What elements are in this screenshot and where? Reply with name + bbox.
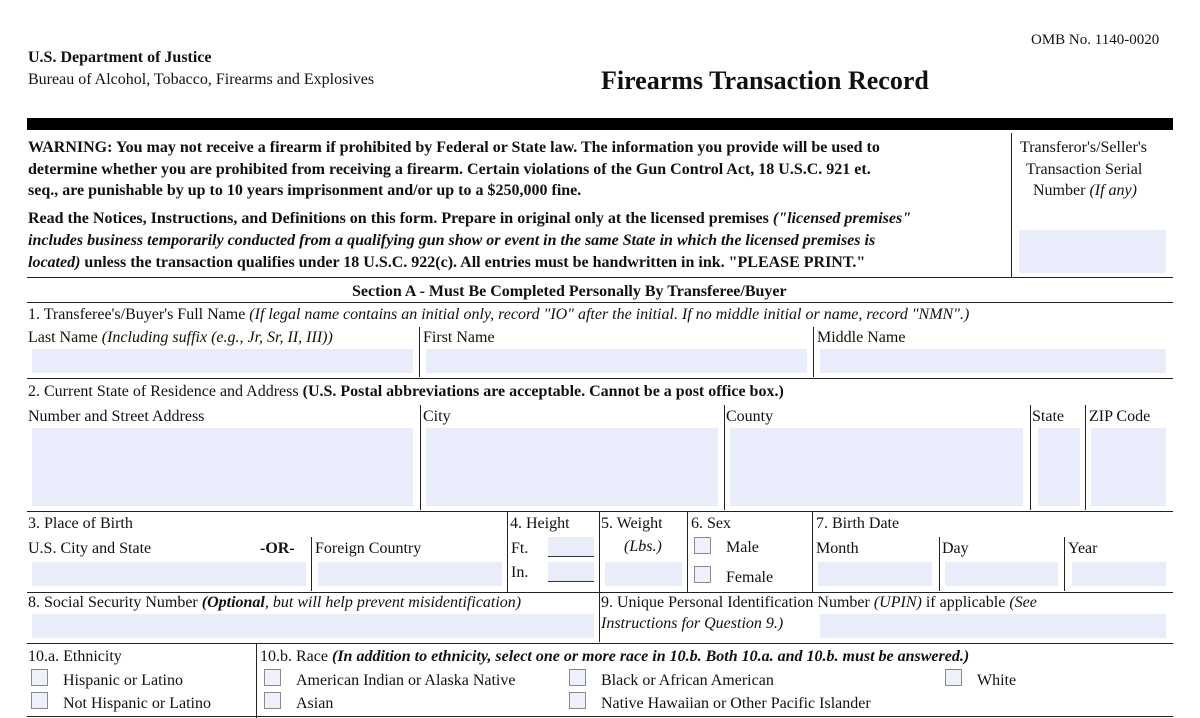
q1-label [28, 305, 969, 325]
q10b-title: 10.b. Race [260, 648, 332, 665]
q8-q9-bottom-rule [27, 643, 1173, 644]
q8-note: , but will help prevent misidentification) [264, 594, 522, 611]
height-inches-field[interactable] [548, 562, 594, 581]
birth-year-field[interactable] [1072, 562, 1166, 586]
q1-bottom-rule [27, 378, 1173, 379]
q2-street-label: Number and Street Address [28, 408, 205, 425]
race-american-indian-label: American Indian or Alaska Native [296, 672, 516, 689]
q1-middle-name-label: Middle Name [817, 329, 906, 346]
q5-label: 5. Weight [601, 515, 663, 532]
q1-first-name-label: First Name [423, 329, 495, 346]
birth-us-city-state-field[interactable] [32, 562, 306, 586]
warning-line-1: WARNING: You may not receive a firearm if prohibited by Federal or State law. The information you provide will be used to [28, 139, 880, 156]
q5-divider [599, 512, 600, 592]
q9-see: (See [1009, 594, 1037, 611]
sex-female-checkbox[interactable] [694, 566, 711, 583]
height-inches-underline [548, 581, 594, 582]
q2-zip-label: ZIP Code [1089, 408, 1151, 425]
ethnicity-not-hispanic-label: Not Hispanic or Latino [63, 695, 211, 712]
section-a-top-rule [27, 277, 1173, 278]
q2-note: (U.S. Postal abbreviations are acceptable. Cannot be a post office box.) [302, 383, 784, 400]
serial-label-2: Transaction Serial [1026, 161, 1143, 178]
ethnicity-hispanic-label: Hispanic or Latino [63, 672, 183, 689]
q1-last-name-text: Last Name [28, 329, 102, 346]
q7-divider-year [1064, 537, 1065, 591]
read-notice-line-3 [28, 253, 865, 273]
q3-foreign-label: Foreign Country [315, 540, 422, 557]
q3-or-label: -OR- [260, 540, 295, 557]
bureau-name: Bureau of Alcohol, Tobacco, Firearms and Explosives [28, 71, 375, 88]
q2-state-label: State [1032, 408, 1064, 425]
q2-title: 2. Current State of Residence and Address [28, 383, 303, 400]
serial-number-field[interactable] [1019, 230, 1166, 273]
q2-divider-1 [420, 405, 421, 510]
q1-divider-1 [419, 327, 420, 377]
omb-number: OMB No. 1140-0020 [1031, 32, 1160, 48]
q2-label [28, 382, 784, 402]
q4-divider [507, 512, 508, 592]
serial-label-3 [1033, 181, 1137, 201]
q10a-label: 10.a. Ethnicity [28, 648, 122, 665]
read-notice-rest: unless the transaction qualifies under 18 U.S.C. 922(c). All entries must be handwritten in ink. "PLEASE PRINT." [80, 254, 866, 271]
q10b-note: (In addition to ethnicity, select one or more race in 10.b. Both 10.a. and 10.b. must be answered.) [331, 648, 970, 665]
q1-divider-2 [813, 327, 814, 377]
q8-label [28, 593, 521, 613]
q1-last-name-label [28, 328, 333, 348]
q2-county-label: County [726, 408, 774, 425]
race-white-checkbox[interactable] [945, 669, 962, 686]
warning-line-2: determine whether you are prohibited from receiving a firearm. Certain violations of the Gun Control Act, 18 U.S.C. 921 et. [28, 161, 871, 178]
q9-label-line-2: Instructions for Question 9.) [601, 615, 784, 632]
sex-male-label: Male [726, 539, 759, 556]
race-asian-checkbox[interactable] [264, 692, 281, 709]
department-name: U.S. Department of Justice [28, 49, 212, 66]
q3-label: 3. Place of Birth [28, 515, 133, 532]
q10-bottom-rule [27, 716, 1173, 717]
race-black-label: Black or African American [601, 672, 774, 689]
section-a-title: Section A - Must Be Completed Personally By Transferee/Buyer [352, 283, 787, 300]
race-white-label: White [977, 672, 1017, 689]
q7-divider [812, 512, 813, 592]
serial-label-ifany: (If any) [1089, 182, 1137, 199]
race-hawaiian-checkbox[interactable] [569, 692, 586, 709]
sex-female-label: Female [726, 569, 774, 586]
middle-name-field[interactable] [820, 349, 1166, 373]
birth-month-field[interactable] [818, 562, 932, 586]
form-title: Firearms Transaction Record [601, 66, 929, 95]
q3-us-label: U.S. City and State [28, 540, 152, 557]
upin-field[interactable] [820, 614, 1166, 638]
zip-code-field[interactable] [1091, 428, 1166, 506]
race-black-checkbox[interactable] [569, 669, 586, 686]
street-address-field[interactable] [32, 428, 413, 506]
q2-city-label: City [423, 408, 451, 425]
q7-year-label: Year [1068, 540, 1098, 557]
race-american-indian-checkbox[interactable] [264, 669, 281, 686]
section-a-bottom-rule [27, 302, 1173, 303]
read-notice-line-2: includes business temporarily conducted from a qualifying gun show or event in the same State in which the licensed premises is [28, 232, 876, 249]
read-notice-line-1 [28, 209, 911, 229]
q10b-divider [256, 644, 257, 718]
q9-upin: (UPIN) [873, 594, 922, 611]
q3-divider [311, 537, 312, 591]
q1-title: 1. Transferee's/Buyer's Full Name [28, 306, 250, 323]
q10b-label [260, 647, 969, 667]
q1-note: (If legal name contains an initial only, record "IO" after the initial. If no middle initial or name, record "NMN".) [249, 306, 970, 323]
sex-male-checkbox[interactable] [694, 537, 711, 554]
state-field[interactable] [1038, 428, 1080, 506]
q1-last-name-hint: (Including suffix (e.g., Jr, Sr, II, III)) [101, 329, 333, 346]
q4-ft-label: Ft. [511, 540, 529, 557]
first-name-field[interactable] [426, 349, 807, 373]
city-field[interactable] [426, 428, 718, 506]
last-name-field[interactable] [32, 349, 413, 373]
q4-in-label: In. [511, 564, 529, 581]
birth-day-field[interactable] [945, 562, 1058, 586]
q4-label: 4. Height [510, 515, 570, 532]
ssn-field[interactable] [32, 614, 594, 638]
q2-divider-3 [1030, 405, 1031, 510]
header-rule [27, 118, 1173, 130]
read-notice-text: Read the Notices, Instructions, and Definitions on this form. Prepare in original only at the licensed premises [28, 210, 773, 227]
q7-month-label: Month [816, 540, 859, 557]
q2-bottom-rule [27, 511, 1173, 512]
q5-unit-label: (Lbs.) [624, 538, 662, 555]
q9-divider [599, 593, 600, 642]
race-asian-label: Asian [296, 695, 334, 712]
q9-title: 9. Unique Personal Identification Number [601, 594, 874, 611]
q9-mid: if applicable [921, 594, 1010, 611]
q8-title: 8. Social Security Number [28, 594, 202, 611]
county-field[interactable] [730, 428, 1023, 506]
q8-optional: (Optional [201, 594, 265, 611]
q9-label [601, 593, 1037, 613]
q7-divider-day [939, 537, 940, 591]
q6-label: 6. Sex [691, 515, 731, 532]
q7-label: 7. Birth Date [816, 515, 900, 532]
birth-foreign-country-field[interactable] [318, 562, 502, 586]
serial-label-number: Number [1033, 182, 1090, 199]
serial-label-1: Transferor's/Seller's [1020, 139, 1147, 156]
height-feet-field[interactable] [548, 537, 594, 556]
height-feet-underline [548, 556, 594, 557]
q2-divider-4 [1085, 405, 1086, 510]
ethnicity-not-hispanic-checkbox[interactable] [31, 692, 48, 709]
warning-line-3: seq., are punishable by up to 10 years imprisonment and/or up to a $250,000 fine. [28, 182, 582, 199]
ethnicity-hispanic-checkbox[interactable] [31, 669, 48, 686]
read-notice-italic: ("licensed premises" [772, 210, 912, 227]
q2-divider-2 [724, 405, 725, 510]
q7-day-label: Day [942, 540, 969, 557]
q6-divider [687, 512, 688, 592]
race-hawaiian-label: Native Hawaiian or Other Pacific Islander [601, 695, 871, 712]
serial-divider [1011, 133, 1012, 277]
read-notice-located: located) [28, 254, 81, 271]
weight-field[interactable] [605, 562, 682, 586]
